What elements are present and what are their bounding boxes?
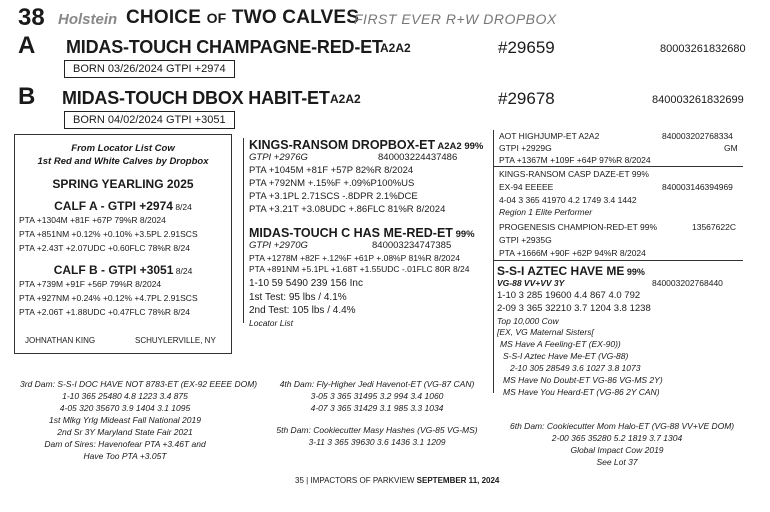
sire-pta-1: PTA +1045M +81F +57P 82%R 8/2024 xyxy=(249,165,414,176)
dam-locator: Locator List xyxy=(249,318,293,328)
calf-b-pta-1: PTA +739M +91F +56P 79%R 8/2024 xyxy=(19,279,162,289)
ds-gtpi: GTPI +2935G xyxy=(499,235,552,245)
sixth-dam-line: 2-00 365 35280 5.2 1819 3.7 1304 xyxy=(551,433,683,443)
lot-number: 38 xyxy=(18,4,45,31)
calf-a-gtpi: CALF A - GTPI +2974 xyxy=(54,199,173,213)
dam-test-1: 1st Test: 95 lbs / 4.1% xyxy=(249,292,347,303)
fifth-dam-block xyxy=(270,424,484,448)
calf-b-gtpi: CALF B - GTPI +3051 xyxy=(53,263,174,277)
owner-town: SCHUYLERVILLE, NY xyxy=(135,336,216,345)
calf-a-born: BORN 03/26/2024 GTPI +2974 xyxy=(64,60,235,78)
calf-a-reg: #29659 xyxy=(498,38,555,57)
ds-ear: 13567622C xyxy=(692,222,736,232)
sire-pta-4: PTA +3.21T +3.08UDC +.86FLC 81%R 8/2024 xyxy=(249,204,446,215)
sire-gtpi: GTPI +2976G xyxy=(249,152,308,163)
dam-ear: 840003234747385 xyxy=(372,240,452,251)
dd-comment-2: [EX, VG Maternal Sisters[ xyxy=(497,327,594,337)
fifth-dam-line: 3-11 3 365 39630 3.6 1436 3.1 1209 xyxy=(308,437,446,447)
locator-line-1: From Locator List Cow xyxy=(71,143,175,154)
calf-a-pta-1: PTA +1304M +81F +67P 79%R 8/2024 xyxy=(19,215,166,225)
ss-gm: GM xyxy=(724,143,738,153)
sale-date: SEPTEMBER 11, 2024 xyxy=(414,476,500,485)
sire-pta-3: PTA +3.1PL 2.71SCS -.8DPR 2.1%DCE xyxy=(249,191,418,202)
calf-b-ear: 840003261832699 xyxy=(652,94,744,106)
ss-divider xyxy=(493,166,743,167)
calf-b-reg: #29678 xyxy=(498,89,555,108)
sd-record: 4-04 3 365 41970 4.2 1749 3.4 1442 xyxy=(499,195,637,205)
breed-label: Holstein xyxy=(58,11,118,28)
sire-pta-2: PTA +792NM +.15%F +.09%P100%US xyxy=(249,178,415,189)
dam-pta-2: PTA +891NM +5.1PL +1.68T +1.55UDC -.01FLC 80R 8/24 xyxy=(249,264,470,274)
sire-name: KINGS-RANSOM DROPBOX-ET xyxy=(249,138,436,152)
ds-divider xyxy=(493,260,743,261)
calf-a-ear: 80003261832680 xyxy=(660,43,746,55)
locator-info-box xyxy=(14,134,232,354)
calf-b-name: MIDAS-TOUCH DBOX HABIT-ET xyxy=(62,88,330,108)
calf-b-pta-3: PTA +2.06T +1.88UDC +0.47FLC 78%R 8/24 xyxy=(19,307,190,317)
calf-b-gtpi-title xyxy=(15,261,231,279)
dam-test-2: 2nd Test: 105 lbs / 4.4% xyxy=(249,305,356,316)
owner-name: JOHNATHAN KING xyxy=(25,336,96,345)
ds-name: PROGENESIS CHAMPION-RED-ET 99% xyxy=(499,222,658,232)
calf-b-letter: B xyxy=(18,83,36,110)
lot-title-a: CHOICE xyxy=(126,7,207,28)
sixth-dam-block xyxy=(510,420,735,468)
sire-ear: 840003224437486 xyxy=(378,152,458,163)
calf-b-pta-2: PTA +927NM +0.24% +0.12% +4.7PL 2.91SCS xyxy=(19,293,198,303)
lot-subtitle: FIRST EVER R+W DROPBOX xyxy=(354,11,557,27)
dam-pct: 99% xyxy=(452,229,475,240)
calf-a-pta-2: PTA +851NM +0.12% +0.10% +3.5PL 2.91SCS xyxy=(19,229,198,239)
dam-pta-1: PTA +1278M +82F +.12%F +61P +.08%P 81%R 8/2024 xyxy=(249,253,460,263)
fourth-dam-block xyxy=(272,378,482,414)
dd-ear: 840003202768440 xyxy=(652,278,723,288)
third-dam-line: 2nd Sr 3Y Maryland State Fair 2021 xyxy=(57,427,193,437)
publication-name: IMPACTORS OF PARKVIEW xyxy=(310,476,415,485)
dd-comment-5: 2-10 305 28549 3.6 1027 3.8 1073 xyxy=(510,363,641,373)
calf-a-gtpi-title xyxy=(15,197,231,215)
third-dam-line: 1st Mlkg Yrlg Mideast Fall National 2019 xyxy=(49,415,201,425)
calf-a-letter: A xyxy=(18,32,36,59)
fourth-dam-line: 4-07 3 365 31429 3.1 985 3.3 1034 xyxy=(310,403,444,413)
footer-separator: | xyxy=(303,476,311,485)
dd-class: VG-88 VV+VV 3Y xyxy=(497,278,565,288)
pedigree-bracket xyxy=(243,138,244,323)
third-dam-block xyxy=(20,378,258,462)
sixth-dam-line: 6th Dam: Cookiecutter Mom Halo-ET (VG-88 VV+VE DOM) xyxy=(510,421,735,431)
fourth-dam-line: 4th Dam: Fly-Higher Jedi Havenot-ET (VG-87 CAN) xyxy=(279,379,475,389)
ds-pta: PTA +1666M +90F +62P 94%R 8/2024 xyxy=(499,248,646,258)
calf-a-name: MIDAS-TOUCH CHAMPAGNE-RED-ET xyxy=(66,37,383,57)
calf-a-gtpi-date: 8/24 xyxy=(172,202,192,212)
sire-beta: A2A2 99% xyxy=(435,141,484,152)
calf-a-pta-3: PTA +2.43T +2.07UDC +0.60FLC 78%R 8/24 xyxy=(19,243,190,253)
dd-comment-3: MS Have A Feeling-ET (EX-90)) xyxy=(500,339,621,349)
locator-line-2: 1st Red and White Calves by Dropbox xyxy=(37,156,209,167)
third-dam-line: 4-05 320 35670 3.9 1404 3.1 1095 xyxy=(59,403,191,413)
spring-yearling: SPRING YEARLING 2025 xyxy=(52,177,194,191)
ss-ear: 840003202768334 xyxy=(662,131,733,141)
dd-record-1: 1-10 3 285 19600 4.4 867 4.0 792 xyxy=(497,290,641,301)
third-dam-line: 3rd Dam: S-S-I DOC HAVE NOT 8783-ET (EX-92 EEEE DOM) xyxy=(20,379,258,389)
sixth-dam-line: Global Impact Cow 2019 xyxy=(570,445,664,455)
pedigree-bracket-dam xyxy=(493,265,494,393)
dam-gtpi: GTPI +2970G xyxy=(249,240,308,251)
calf-b-born: BORN 04/02/2024 GTPI +3051 xyxy=(64,111,235,129)
pedigree-bracket-sire xyxy=(493,130,494,265)
sixth-dam-line: See Lot 37 xyxy=(596,457,638,467)
third-dam-line: Dam of Sires: Havenofear PTA +3.46T and xyxy=(44,439,206,449)
fifth-dam-line: 5th Dam: Cookiecutter Masy Hashes (VG-85 VG-MS) xyxy=(276,425,478,435)
calf-b-gtpi-date: 8/24 xyxy=(173,266,193,276)
ss-pta: PTA +1367M +109F +64P 97%R 8/2024 xyxy=(499,155,651,165)
dd-record-2: 2-09 3 365 32210 3.7 1204 3.8 1238 xyxy=(497,303,651,314)
fourth-dam-line: 3-05 3 365 31495 3.2 994 3.4 1060 xyxy=(310,391,444,401)
dam-record: 1-10 59 5490 239 156 Inc xyxy=(249,278,363,289)
dd-pct: 99% xyxy=(624,267,645,277)
lot-title-b: TWO CALVES xyxy=(226,7,360,28)
calf-a-beta: A2A2 xyxy=(380,41,411,55)
third-dam-line: Have Too PTA +3.05T xyxy=(83,451,167,461)
dam-name: MIDAS-TOUCH C HAS ME-RED-ET xyxy=(249,226,453,240)
lot-title-of: OF xyxy=(206,10,227,26)
ss-gtpi: GTPI +2929G xyxy=(499,143,552,153)
dd-comment-6: MS Have No Doubt-ET VG-86 VG-MS 2Y) xyxy=(503,375,663,385)
dd-name: S-S-I AZTEC HAVE ME xyxy=(497,264,625,278)
dd-comment-7: MS Have You Heard-ET (VG-86 2Y CAN) xyxy=(503,387,660,397)
page-number: 35 xyxy=(295,476,304,485)
sd-note: Region 1 Elite Performer xyxy=(499,207,593,217)
ss-name: AOT HIGHJUMP-ET A2A2 xyxy=(499,131,600,141)
dd-comment-4: S-S-I Aztec Have Me-ET (VG-88) xyxy=(503,351,629,361)
sd-ear: 840003146394969 xyxy=(662,182,733,192)
page-footer xyxy=(295,476,499,485)
dd-comment-1: Top 10,000 Cow xyxy=(497,316,559,326)
calf-b-beta: A2A2 xyxy=(330,92,361,106)
lot-title xyxy=(126,7,359,29)
sd-class: EX-94 EEEEE xyxy=(499,182,554,192)
sd-name: KINGS-RANSOM CASP DAZE-ET 99% xyxy=(499,169,649,179)
third-dam-line: 1-10 365 25480 4.8 1223 3.4 875 xyxy=(62,391,188,401)
